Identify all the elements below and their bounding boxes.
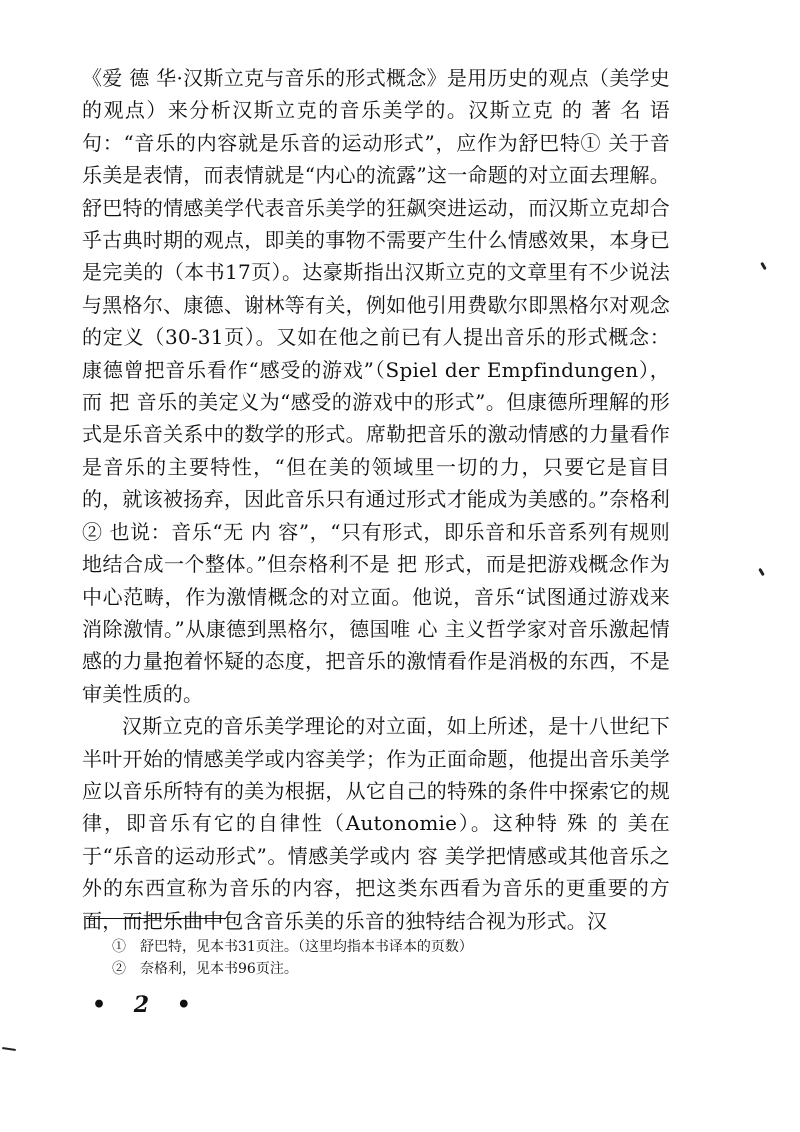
main-text [82, 62, 670, 937]
page-number: • 2 • [92, 992, 201, 1018]
footnote-1: ① 舒巴特，见本书31页注。（这里均指本书译本的页数） [112, 939, 473, 955]
footnote-divider [86, 918, 226, 919]
scan-mark-middle [758, 568, 765, 576]
paragraph-1: 《爱 德 华·汉斯立克与音乐的形式概念》是用历史的观点（美学史的观点）来分析汉斯立克的音乐美学的。汉斯立克 的 著 名 语句：“音乐的内容就是乐音的运动形式”，应作为舒巴特① 关于音乐美是表情，而表情就是“内心的流露”这一命题的对立面去理解。舒巴特的情感美学代表音乐美学的狂飙突进运动，而汉斯立克却合乎古典时期的观点，即美的事物不需要产生什么情感效果，本身已是完美的（本书17页）。达豪斯指出汉斯立克的文章里有不少说法与黑格尔、康德、谢林等有关，例如他引用费歇尔即黑格尔对观念的定义（30-31页）。又如在他之前已有人提出音乐的形式概念：康德曾把音乐看作“感受的游戏”（Spiel der Empfindungen），而 把 音乐的美定义为“感受的游戏中的形式”。但康德所理解的形式是乐音关系中的数学的形式。席勒把音乐的激动情感的力量看作是音乐的主要特性，“但在美的领域里一切的力，只要它是盲目的，就该被扬弃，因此音乐只有通过形式才能成为美感的。”奈格利② 也说：音乐“无 内 容”，“只有形式，即乐音和乐音系列有规则地结合成一个整体。”但奈格利不是 把 形式，而是把游戏概念作为中心范畴，作为激情概念的对立面。他说，音乐“试图通过游戏来消除激情。”从康德到黑格尔，德国唯 心 主义哲学家对音乐激起情感的力量抱着怀疑的态度，把音乐的激情看作是消极的东西，不是审美性质的。 [82, 66, 670, 706]
footnote-2: ② 奈格利，见本书96页注。 [112, 961, 298, 977]
paragraph-2: 汉斯立克的音乐美学理论的对立面，如上所述，是十八世纪下半叶开始的情感美学或内容美学；作为正面命题，他提出音乐美学应以音乐所特有的美为根据，从它自己的特殊的条件中探索它的规律，即音乐有它的自律性（Autonomie）。这种特 殊 的 美在于“乐音的运动形式”。情感美学或内 容 美学把情感或其他音乐之外的东西宣称为音乐的内容，把这类东西看为音乐的更重要的方面，而把乐曲中包含音乐美的乐音的独特结合视为形式。汉 [82, 714, 670, 933]
footnotes [112, 936, 652, 980]
scan-mark-bottom [2, 1047, 16, 1051]
scan-mark-top [760, 262, 767, 270]
